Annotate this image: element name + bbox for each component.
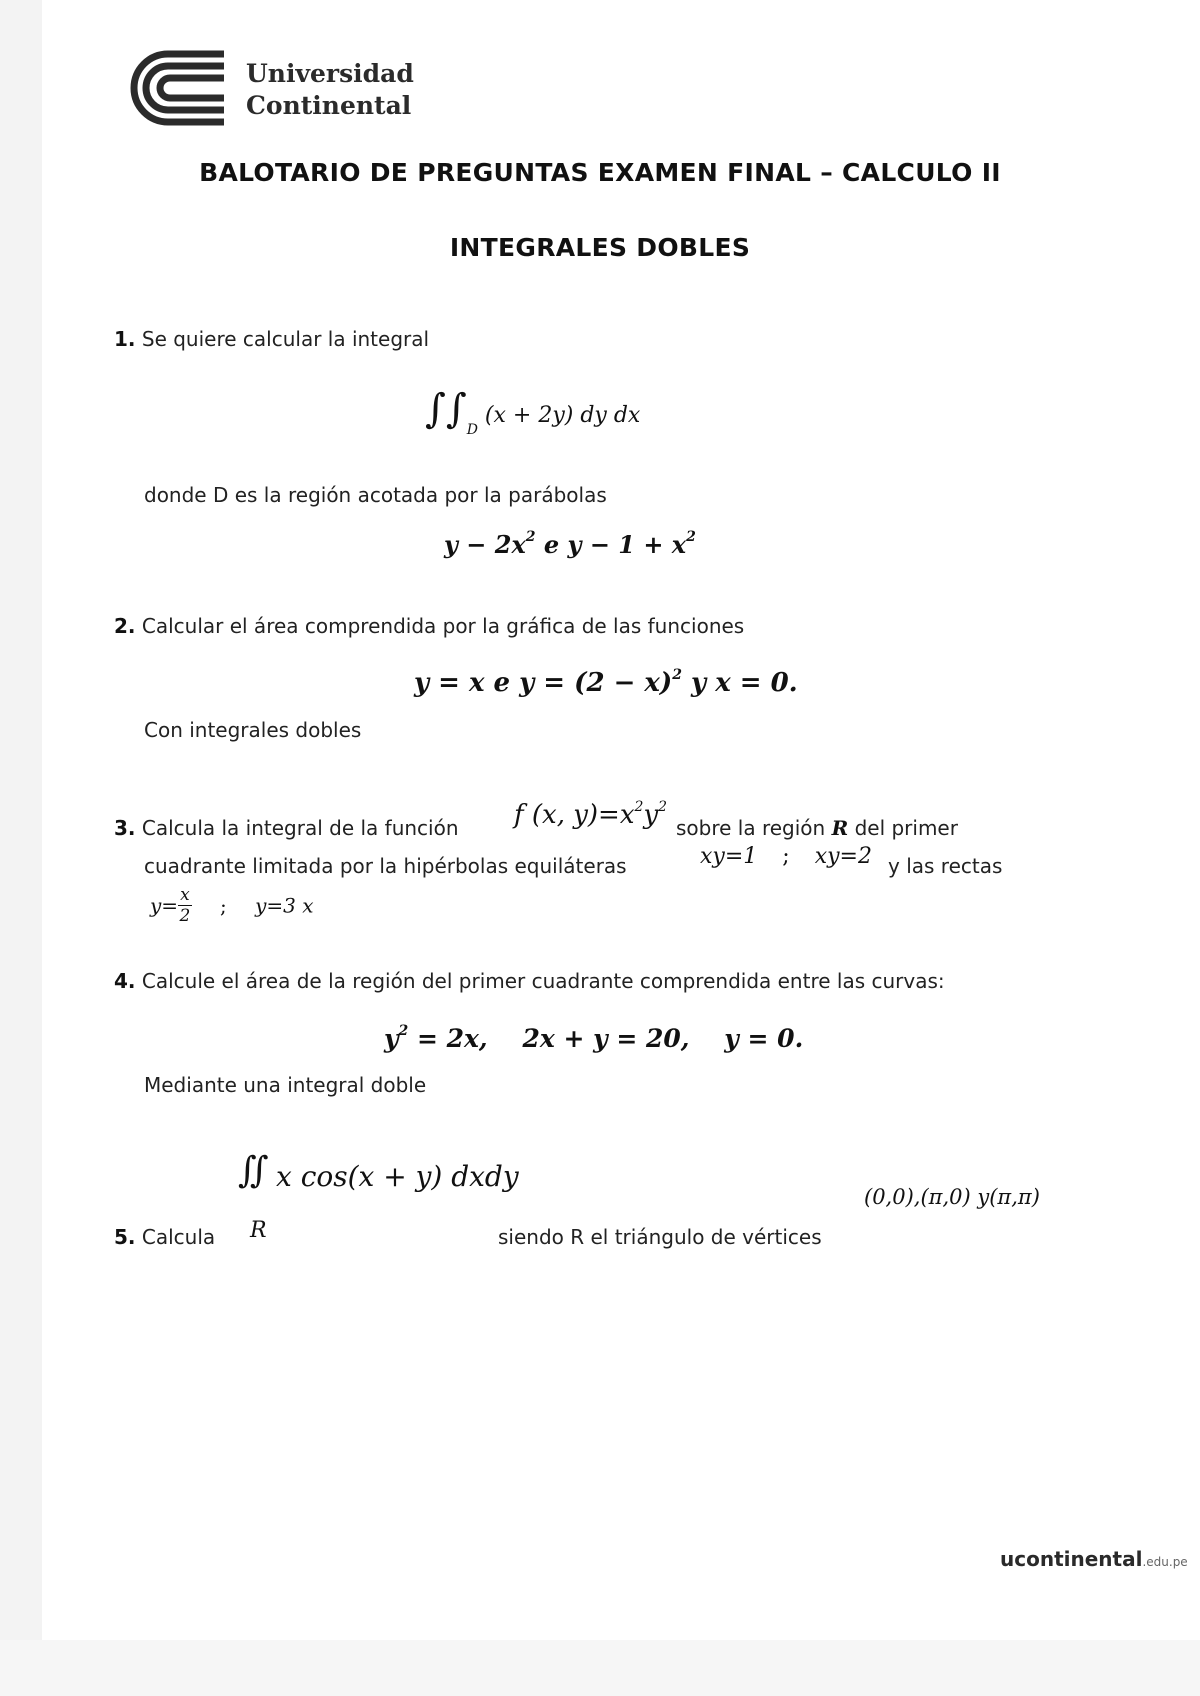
question-3-text-c: del primer	[854, 816, 958, 840]
page-shadow-bottom	[0, 1640, 1200, 1696]
question-3-number: 3.	[114, 816, 136, 840]
question-1-text: Se quiere calcular la integral	[141, 327, 430, 351]
logo-wordmark	[246, 58, 414, 122]
question-5-text-a: Calcula	[141, 1225, 216, 1249]
logo-line-1: Universidad	[246, 59, 414, 88]
question-1-text-2: donde D es la región acotada por la parábolas	[144, 483, 607, 507]
university-logo	[128, 48, 418, 128]
function-part-a: f (x, y)=x	[514, 800, 635, 830]
footer-brand-logo	[1000, 1547, 1188, 1571]
fraction-denominator: 2	[179, 906, 191, 926]
integrand: (x + 2y) dy dx	[484, 403, 641, 428]
question-2-equation	[414, 668, 798, 698]
question-3-text-b: sobre la región	[676, 816, 826, 840]
footer-brand-name: ucontinental	[1000, 1547, 1143, 1571]
question-3-function	[514, 800, 667, 830]
section-title: INTEGRALES DOBLES	[449, 233, 751, 262]
exponent: 2	[672, 667, 682, 683]
eq-part-a: y	[384, 1024, 399, 1053]
question-3-text-a: Calcula la integral de la función	[141, 816, 459, 840]
fraction	[178, 885, 192, 926]
question-4	[114, 968, 945, 994]
question-3-line-1	[114, 815, 459, 841]
question-5-domain: R	[250, 1218, 267, 1243]
question-1-equation	[444, 530, 696, 559]
question-3-text-b-line	[676, 815, 958, 841]
question-2	[114, 613, 744, 639]
question-5-number: 5.	[114, 1225, 136, 1249]
eq-part-a: y − 2x	[444, 530, 526, 559]
question-4-text: Calcule el área de la región del primer cuadrante comprendida entre las curvas:	[141, 969, 945, 993]
question-4-text-2: Mediante una integral doble	[144, 1073, 427, 1097]
eq-part-b: y x = 0.	[681, 668, 798, 698]
eq-part-a: y = x e y = (2 − x)	[414, 668, 673, 698]
region-symbol: R	[831, 816, 849, 840]
hyperbola-2: xy=2	[814, 844, 872, 869]
question-1-intro	[114, 326, 429, 352]
footer-brand-domain: .edu.pe	[1142, 1555, 1188, 1569]
function-part-b: y	[643, 800, 659, 830]
question-3-text-e: y las rectas	[888, 854, 1003, 878]
question-5-text-b: siendo R el triángulo de vértices	[498, 1225, 822, 1249]
logo-emblem-icon	[128, 48, 238, 128]
question-5-vertices: (0,0),(π,0) y(π,π)	[864, 1185, 1040, 1209]
eq-part-b: = 2x, 2x + y = 20, y = 0.	[408, 1024, 804, 1053]
question-5-integral-sign: ∬	[238, 1150, 269, 1191]
question-5-line	[114, 1224, 215, 1250]
question-4-equation	[384, 1024, 803, 1053]
question-3-text-d: cuadrante limitada por la hipérbolas equiláteras	[144, 854, 627, 878]
question-5-integrand: x cos(x + y) dxdy	[276, 1160, 519, 1193]
question-3-hyperbolas	[700, 844, 872, 869]
question-2-number: 2.	[114, 614, 136, 638]
question-4-number: 4.	[114, 969, 136, 993]
exponent: 2	[525, 529, 536, 545]
exponent: 2	[634, 799, 644, 815]
fraction-numerator: x	[180, 885, 190, 905]
line-1-lhs: y=	[150, 893, 179, 918]
question-1-integral	[425, 386, 641, 438]
eq-part-b: e y − 1 + x	[535, 530, 687, 559]
question-1-number: 1.	[114, 327, 136, 351]
hyperbola-1: xy=1	[700, 844, 758, 869]
double-integral-sign: ∫∫	[425, 386, 467, 432]
question-2-text: Calcular el área comprendida por la gráfica de las funciones	[141, 614, 745, 638]
integral-domain: D	[466, 422, 478, 438]
logo-line-2: Continental	[246, 91, 412, 120]
line-2: y=3 x	[255, 893, 314, 918]
document-title: BALOTARIO DE PREGUNTAS EXAMEN FINAL – CALCULO II	[199, 158, 1001, 187]
separator: ;	[220, 893, 227, 918]
separator: ;	[782, 844, 790, 869]
exponent: 2	[686, 529, 696, 545]
exponent: 2	[658, 799, 668, 815]
exponent: 2	[398, 1023, 409, 1039]
question-3-lines	[150, 885, 314, 926]
question-2-text-2: Con integrales dobles	[144, 718, 362, 742]
